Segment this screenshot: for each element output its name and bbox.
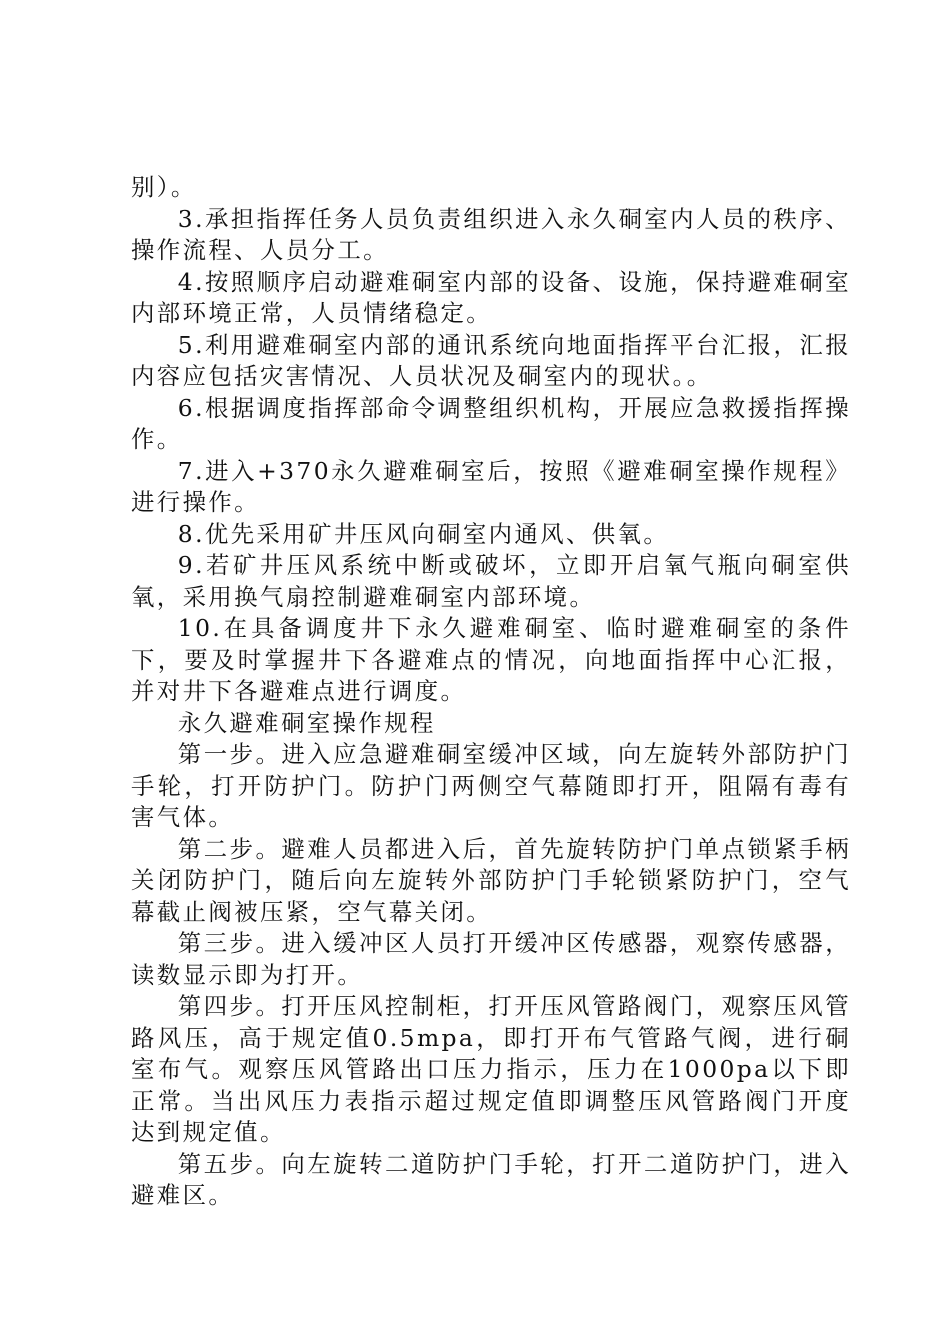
paragraph-item-3: 3.承担指挥任务人员负责组织进入永久硐室内人员的秩序、操作流程、人员分工。 xyxy=(131,204,851,264)
paragraph-step-4: 第四步。打开压风控制柜，打开压风管路阀门，观察压风管路风压，高于规定值0.5mpa，即打开布气管路气阀，进行硐室布气。观察压风管路出口压力指示，压力在1000pa以下即正常。当出风压力表指示超过规定值即调整压风管路阀门开度达到规定值。 xyxy=(131,992,851,1146)
paragraph-step-5: 第五步。向左旋转二道防护门手轮，打开二道防护门，进入避难区。 xyxy=(131,1149,851,1209)
paragraph-item-5: 5.利用避难硐室内部的通讯系统向地面指挥平台汇报，汇报内容应包括灾害情况、人员状况及硐室内的现状。。 xyxy=(131,330,851,390)
section-heading: 永久避难硐室操作规程 xyxy=(177,708,436,737)
paragraph-step-3: 第三步。进入缓冲区人员打开缓冲区传感器，观察传感器，读数显示即为打开。 xyxy=(131,929,851,989)
paragraph-step-2: 第二步。避难人员都进入后，首先旋转防护门单点锁紧手柄关闭防护门，随后向左旋转外部防护门手轮锁紧防护门，空气幕截止阀被压紧，空气幕关闭。 xyxy=(131,834,851,926)
paragraph-item-9: 9.若矿井压风系统中断或破坏，立即开启氧气瓶向硐室供氧，采用换气扇控制避难硐室内部环境。 xyxy=(131,551,851,611)
paragraph-item-7: 7.进入+370永久避难硐室后，按照《避难硐室操作规程》进行操作。 xyxy=(131,456,851,516)
paragraph-item-4: 4.按照顺序启动避难硐室内部的设备、设施，保持避难硐室内部环境正常，人员情绪稳定。 xyxy=(131,267,851,327)
paragraph-item-8: 8.优先采用矿井压风向硐室内通风、供氧。 xyxy=(177,519,670,548)
paragraph-continuation: 别）。 xyxy=(131,173,197,201)
paragraph-item-6: 6.根据调度指挥部命令调整组织机构，开展应急救援指挥操作。 xyxy=(131,393,851,453)
paragraph-step-1: 第一步。进入应急避难硐室缓冲区域，向左旋转外部防护门手轮，打开防护门。防护门两侧空气幕随即打开，阻隔有毒有害气体。 xyxy=(131,740,851,831)
document-page xyxy=(131,172,851,1212)
paragraph-item-10: 10.在具备调度井下永久避难硐室、临时避难硐室的条件下，要及时掌握井下各避难点的情况，向地面指挥中心汇报，并对井下各避难点进行调度。 xyxy=(131,614,851,705)
